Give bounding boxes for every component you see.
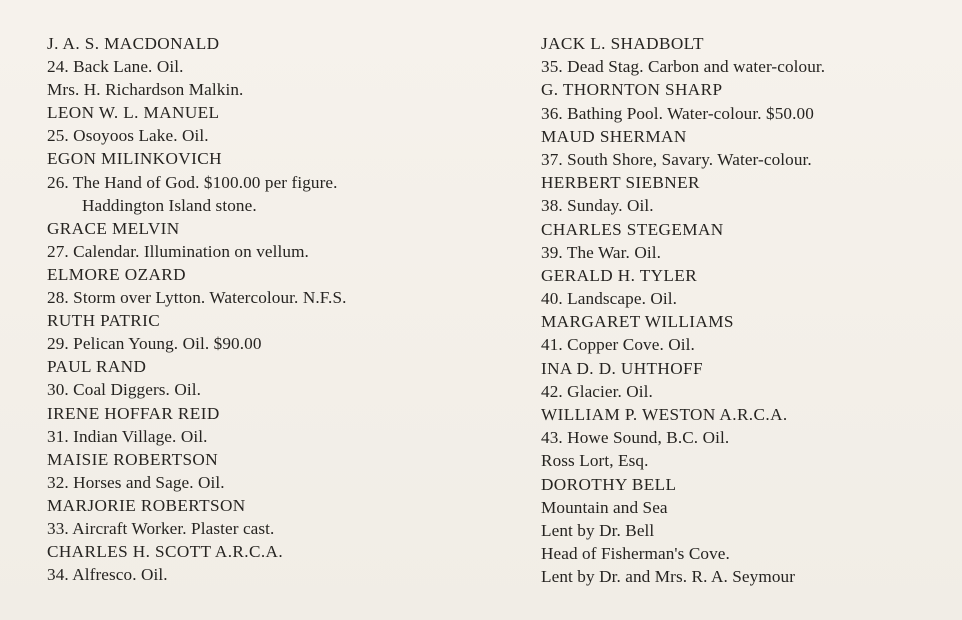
catalogue-entry: 27. Calendar. Illumination on vellum. (47, 241, 309, 261)
catalogue-entry: 35. Dead Stag. Carbon and water-colour. (541, 57, 826, 77)
entry-continuation: Haddington Island stone. (82, 195, 257, 215)
lender-note: Ross Lort, Esq. (541, 451, 649, 471)
catalogue-entry: 41. Copper Cove. Oil. (541, 335, 695, 355)
catalogue-entry: 39. The War. Oil. (541, 242, 661, 262)
catalogue-entry: 36. Bathing Pool. Water-colour. $50.00 (541, 103, 814, 123)
artist-name: GERALD H. TYLER (541, 265, 698, 285)
lender-note: Head of Fisherman's Cove. (541, 544, 730, 564)
artist-name: ELMORE OZARD (47, 264, 186, 284)
catalogue-entry: 32. Horses and Sage. Oil. (47, 472, 225, 492)
right-column (541, 32, 951, 589)
lender-note: Mrs. H. Richardson Malkin. (47, 80, 244, 100)
lender-note: Mountain and Sea (541, 497, 668, 517)
catalogue-entry: 38. Sunday. Oil. (541, 196, 654, 216)
artist-name: HERBERT SIEBNER (541, 173, 700, 193)
artist-name: MAISIE ROBERTSON (47, 449, 219, 469)
artist-name: RUTH PATRIC (47, 311, 161, 331)
lender-note: Lent by Dr. and Mrs. R. A. Seymour (541, 567, 796, 587)
catalogue-entry: 29. Pelican Young. Oil. $90.00 (47, 334, 262, 354)
artist-name: GRACE MELVIN (47, 218, 180, 238)
catalogue-entry: 31. Indian Village. Oil. (47, 426, 208, 446)
artist-name: MAUD SHERMAN (541, 126, 687, 146)
artist-name: JACK L. SHADBOLT (541, 34, 704, 53)
artist-name: LEON W. L. MANUEL (47, 103, 220, 123)
artist-name: PAUL RAND (47, 357, 147, 377)
lender-note: Lent by Dr. Bell (541, 520, 655, 540)
artist-name: MARJORIE ROBERTSON (47, 495, 246, 515)
artist-name: CHARLES STEGEMAN (541, 219, 724, 239)
catalogue-entry: 40. Landscape. Oil. (541, 289, 678, 309)
left-column (47, 32, 487, 586)
artist-name: DOROTHY BELL (541, 474, 677, 494)
catalogue-entry: 37. South Shore, Savary. Water-colour. (541, 149, 812, 169)
catalogue-entry: 25. Osoyoos Lake. Oil. (47, 126, 209, 146)
artist-name: J. A. S. MACDONALD (47, 34, 220, 53)
catalogue-entry: 34. Alfresco. Oil. (47, 565, 168, 585)
artist-name: INA D. D. UHTHOFF (541, 358, 703, 378)
artist-name: MARGARET WILLIAMS (541, 312, 734, 332)
artist-name: EGON MILINKOVICH (47, 149, 222, 169)
catalogue-entry: 26. The Hand of God. $100.00 per figure. (47, 172, 338, 192)
catalogue-entry: 24. Back Lane. Oil. (47, 57, 184, 77)
catalogue-entry: 28. Storm over Lytton. Watercolour. N.F.S. (47, 288, 347, 308)
artist-name: WILLIAM P. WESTON A.R.C.A. (541, 405, 788, 424)
artist-name: CHARLES H. SCOTT A.R.C.A. (47, 542, 284, 562)
artist-name: IRENE HOFFAR REID (47, 403, 220, 423)
catalogue-entry: 42. Glacier. Oil. (541, 381, 653, 401)
catalogue-entry: 43. Howe Sound, B.C. Oil. (541, 428, 730, 448)
catalogue-entry: 30. Coal Diggers. Oil. (47, 380, 202, 400)
artist-name: G. THORNTON SHARP (541, 80, 723, 100)
catalogue-entry: 33. Aircraft Worker. Plaster cast. (47, 518, 275, 538)
